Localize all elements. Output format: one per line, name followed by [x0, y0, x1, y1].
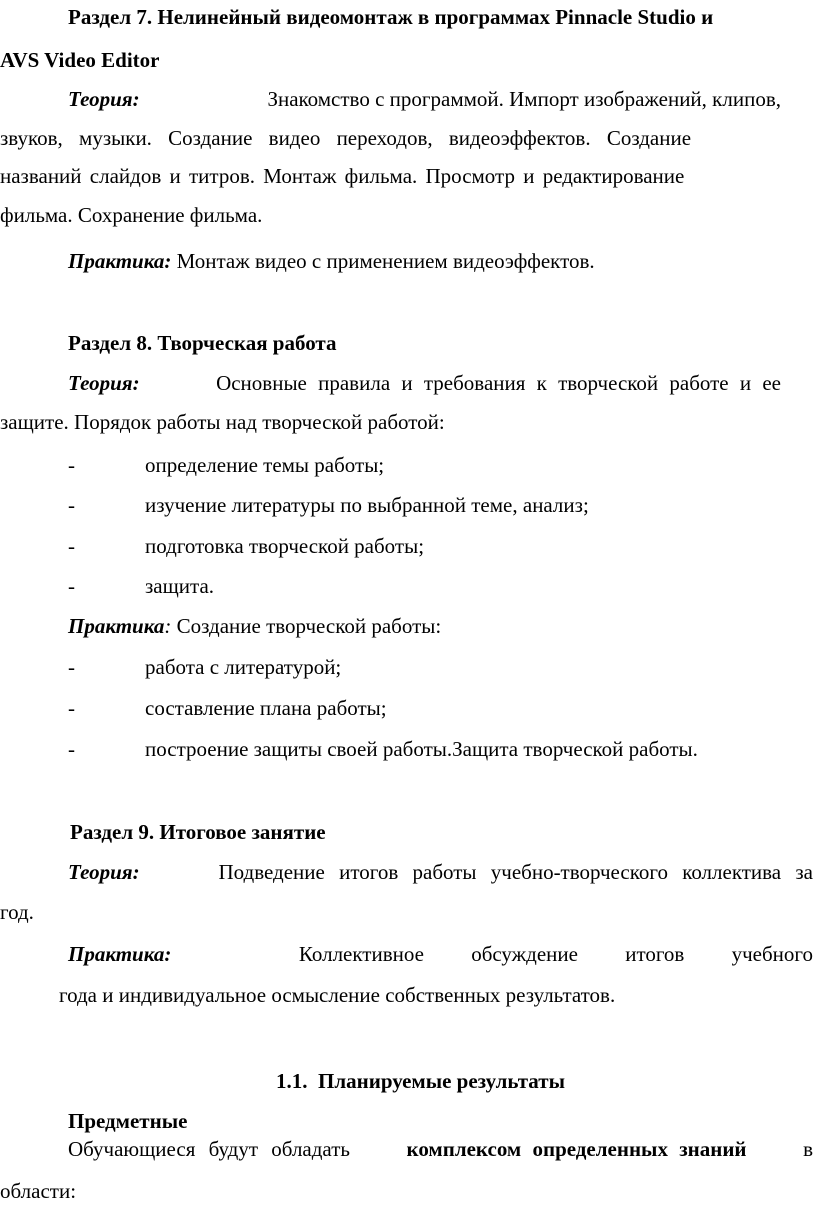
planned-results-heading: 1.1. Планируемые результаты: [276, 1069, 565, 1093]
list-bullet: -: [68, 737, 75, 761]
list-bullet: -: [68, 655, 75, 679]
theory-label: Теория:: [68, 860, 140, 884]
section-9-theory-line-2: год.: [0, 900, 34, 924]
list-bullet: -: [68, 574, 75, 598]
section-8-heading: Раздел 8. Творческая работа: [68, 331, 337, 355]
list-bullet: -: [68, 696, 75, 720]
section-7-theory-line-2: звуков, музыки. Создание видео переходов, видеоэффектов. Создание: [0, 126, 692, 150]
list-item: подготовка творческой работы;: [145, 534, 425, 558]
theory-label: Теория:: [68, 371, 140, 395]
section-7-theory-line-3: названий слайдов и титров. Монтаж фильма. Просмотр и редактирование: [0, 164, 685, 188]
section-8-practice: Практика: Создание творческой работы:: [68, 614, 442, 638]
practice-label: Практика:: [68, 942, 172, 966]
list-item: составление плана работы;: [145, 696, 387, 720]
section-7-theory-line-1: Теория: Знакомство с программой. Импорт изображений, клипов,: [68, 87, 781, 111]
section-9-practice-line-1: Практика: Коллективное обсуждение итогов учебного: [68, 942, 813, 966]
practice-label: Практика: [68, 614, 165, 638]
section-8-theory-line-2: защите. Порядок работы над творческой работой:: [0, 410, 445, 434]
list-item: изучение литературы по выбранной теме, анализ;: [145, 493, 589, 517]
list-item: построение защиты своей работы.Защита творческой работы.: [145, 737, 698, 761]
section-7-heading-line-1: Раздел 7. Нелинейный видеомонтаж в программах Pinnacle Studio и: [68, 5, 714, 29]
list-bullet: -: [68, 493, 75, 517]
results-line-1: Обучающиеся будут обладать комплексом определенных знаний в: [68, 1137, 813, 1161]
theory-label: Теория:: [68, 87, 140, 111]
section-9-heading: Раздел 9. Итоговое занятие: [70, 820, 326, 844]
list-bullet: -: [68, 453, 75, 477]
section-9-practice-line-2: года и индивидуальное осмысление собственных результатов.: [59, 983, 616, 1007]
practice-label: Практика:: [68, 249, 172, 273]
section-7-heading-line-2: AVS Video Editor: [0, 48, 160, 72]
list-item: работа с литературой;: [145, 655, 342, 679]
results-line-2: области:: [0, 1179, 77, 1203]
list-item: защита.: [145, 574, 215, 598]
section-7-theory-line-4: фильма. Сохранение фильма.: [0, 203, 263, 227]
section-9-theory-line-1: Теория: Подведение итогов работы учебно-творческого коллектива за: [68, 860, 813, 884]
section-7-practice: Практика: Монтаж видео с применением видеоэффектов.: [68, 249, 595, 273]
subject-results-subheading: Предметные: [68, 1109, 188, 1133]
list-bullet: -: [68, 534, 75, 558]
section-8-theory-line-1: Теория: Основные правила и требования к творческой работе и ее: [68, 371, 781, 395]
list-item: определение темы работы;: [145, 453, 385, 477]
